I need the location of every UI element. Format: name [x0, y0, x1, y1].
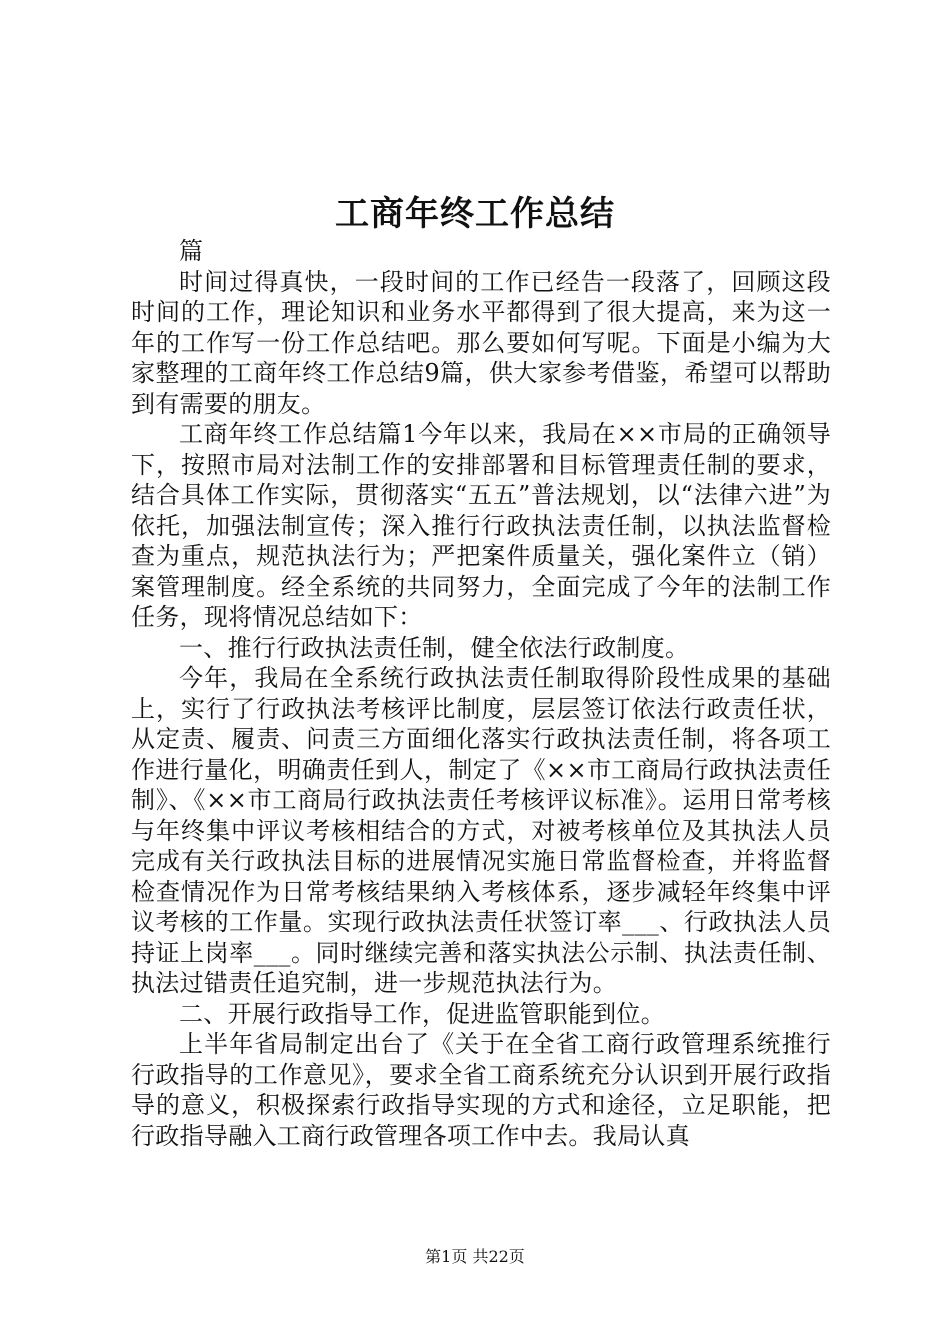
heading-section-1: 一、推行行政执法责任制，健全依法行政制度。	[179, 633, 690, 662]
paragraph-summary-1: 工商年终工作总结篇1今年以来，我局在××市局的正确领导下，按照市局对法制工作的安排部署和目标管理责任制的要求，结合具体工作实际，贯彻落实“五五”普法规划，以“法律六进”为依托，加强法制宣传；深入推行行政执法责任制，以执法监督检查为重点，规范执法行为；严把案件质量关，强化案件立（销）案管理制度。经全系统的共同努力，全面完成了今年的法制工作任务，现将情况总结如下：	[131, 420, 831, 631]
paragraph-section-1-body: 今年，我局在全系统行政执法责任制取得阶段性成果的基础上，实行了行政执法考核评比制度，层层签订依法行政责任状，从定责、履责、问责三方面细化落实行政执法责任制，将各项工作进行量化，明确责任到人，制定了《××市工商局行政执法责任制》、《××市工商局行政执法责任考核评议标准》。运用日常考核与年终集中评议考核相结合的方式，对被考核单位及其执法人员完成有关行政执法目标的进展情况实施日常监督检查，并将监督检查情况作为日常考核结果纳入考核体系，逐步减轻年终集中评议考核的工作量。实现行政执法责任状签订率___、行政执法人员持证上岗率___。同时继续完善和落实执法公示制、执法责任制、执法过错责任追究制，进一步规范执法行为。	[131, 664, 831, 997]
heading-section-2: 二、开展行政指导工作，促进监管职能到位。	[179, 999, 665, 1028]
document-title: 工商年终工作总结	[335, 194, 615, 234]
paragraph-section-2-body: 上半年省局制定出台了《关于在全省工商行政管理系统推行行政指导的工作意见》，要求全省工商系统充分认识到开展行政指导的意义，积极探索行政指导实现的方式和途径，立足职能，把行政指导融入工商行政管理各项工作中去。我局认真	[131, 1030, 831, 1150]
paragraph-intro: 时间过得真快，一段时间的工作已经告一段落了，回顾这段时间的工作，理论知识和业务水平都得到了很大提高，来为这一年的工作写一份工作总结吧。那么要如何写呢。下面是小编为大家整理的工商年终工作总结9篇，供大家参考借鉴，希望可以帮助到有需要的朋友。	[131, 267, 831, 418]
page-number-footer: 第1页 共22页	[425, 1247, 525, 1266]
paragraph-section-marker: 篇	[179, 237, 204, 265]
document-body	[131, 236, 831, 1151]
